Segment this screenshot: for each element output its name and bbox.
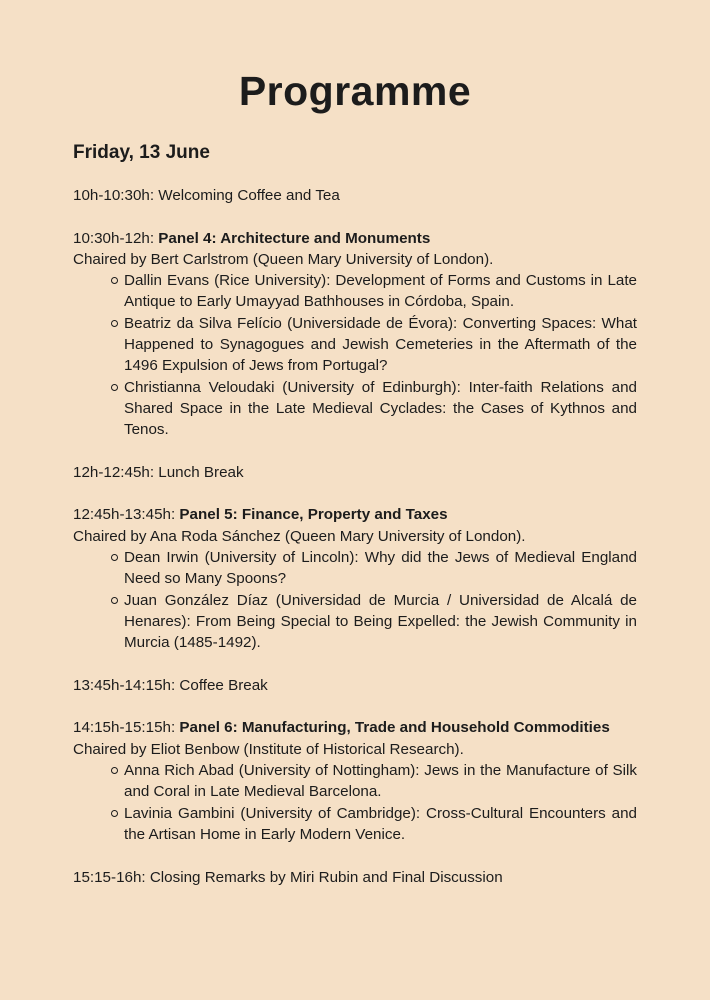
talk-text: Anna Rich Abad (University of Nottingham): Jews in the Manufacture of Silk and Coral in Late Medieval Barcelona.	[124, 762, 637, 801]
talk-item	[124, 590, 637, 654]
talk-text: Beatriz da Silva Felício (Universidade de Évora): Converting Spaces: What Happened to Synagogues and Jewish Cemeteries in the Aftermath of the 1496 Expulsion of Jews from Portugal?	[124, 314, 637, 375]
spacer	[73, 483, 637, 504]
page-title: Programme	[238, 68, 472, 114]
talk-item	[124, 270, 637, 313]
schedule	[73, 185, 637, 888]
panel-4-talks	[73, 270, 637, 440]
panel-6-talks	[73, 760, 637, 845]
bullet-icon	[111, 384, 118, 391]
panel-6-heading	[73, 717, 637, 738]
talk-text: Lavinia Gambini (University of Cambridge): Cross-Cultural Encounters and the Artisan Home in Early Modern Venice.	[124, 804, 637, 843]
panel-4	[73, 228, 637, 441]
schedule-item-lunch: 12h-12:45h: Lunch Break	[73, 463, 244, 481]
bullet-icon	[111, 554, 118, 561]
bullet-icon	[111, 810, 118, 817]
talk-item	[124, 803, 637, 846]
bullet-icon	[111, 277, 118, 284]
spacer	[73, 654, 637, 675]
panel-5-heading	[73, 504, 637, 525]
talk-item	[124, 313, 637, 377]
panel-6-chair: Chaired by Eliot Benbow (Institute of Historical Research).	[73, 740, 464, 758]
spacer	[73, 845, 637, 866]
schedule-item-closing: 15:15-16h: Closing Remarks by Miri Rubin and Final Discussion	[73, 868, 503, 886]
panel-5	[73, 504, 637, 653]
panel-5-chair: Chaired by Ana Roda Sánchez (Queen Mary University of London).	[73, 527, 526, 545]
talk-text: Dallin Evans (Rice University): Development of Forms and Customs in Late Antique to Early Umayyad Bathhouses in Córdoba, Spain.	[124, 272, 637, 311]
talk-item	[124, 377, 637, 441]
panel-6-time: 14:15h-15:15h:	[73, 719, 180, 737]
panel-6-title: Panel 6: Manufacturing, Trade and Household Commodities	[179, 719, 610, 737]
talk-text: Dean Irwin (University of Lincoln): Why did the Jews of Medieval England Need so Many Spoons?	[124, 549, 637, 588]
panel-5-time: 12:45h-13:45h:	[73, 506, 180, 524]
talk-text: Juan González Díaz (Universidad de Murcia / Universidad de Alcalá de Henares): From Being Special to Being Expelled: the Jewish Community in Murcia (1485-1492).	[124, 591, 637, 652]
panel-5-talks	[73, 547, 637, 653]
bullet-icon	[111, 767, 118, 774]
panel-6	[73, 717, 637, 845]
talk-item	[124, 547, 637, 590]
schedule-item-coffee-tea: 10h-10:30h: Welcoming Coffee and Tea	[73, 187, 340, 204]
spacer	[73, 696, 637, 717]
panel-4-time: 10:30h-12h:	[73, 229, 159, 247]
spacer	[73, 441, 637, 462]
spacer	[73, 206, 637, 227]
bullet-icon	[111, 597, 118, 604]
talk-text: Christianna Veloudaki (University of Edinburgh): Inter-faith Relations and Shared Space in the Late Medieval Cyclades: the Cases of Kythnos and Tenos.	[124, 378, 637, 439]
panel-4-title: Panel 4: Architecture and Monuments	[158, 229, 431, 247]
panel-4-heading	[73, 228, 637, 249]
schedule-item-coffee-break: 13:45h-14:15h: Coffee Break	[73, 676, 268, 694]
panel-4-chair: Chaired by Bert Carlstrom (Queen Mary University of London).	[73, 250, 494, 268]
bullet-icon	[111, 320, 118, 327]
talk-item	[124, 760, 637, 803]
panel-5-title: Panel 5: Finance, Property and Taxes	[179, 506, 448, 524]
day-heading: Friday, 13 June	[73, 142, 210, 163]
